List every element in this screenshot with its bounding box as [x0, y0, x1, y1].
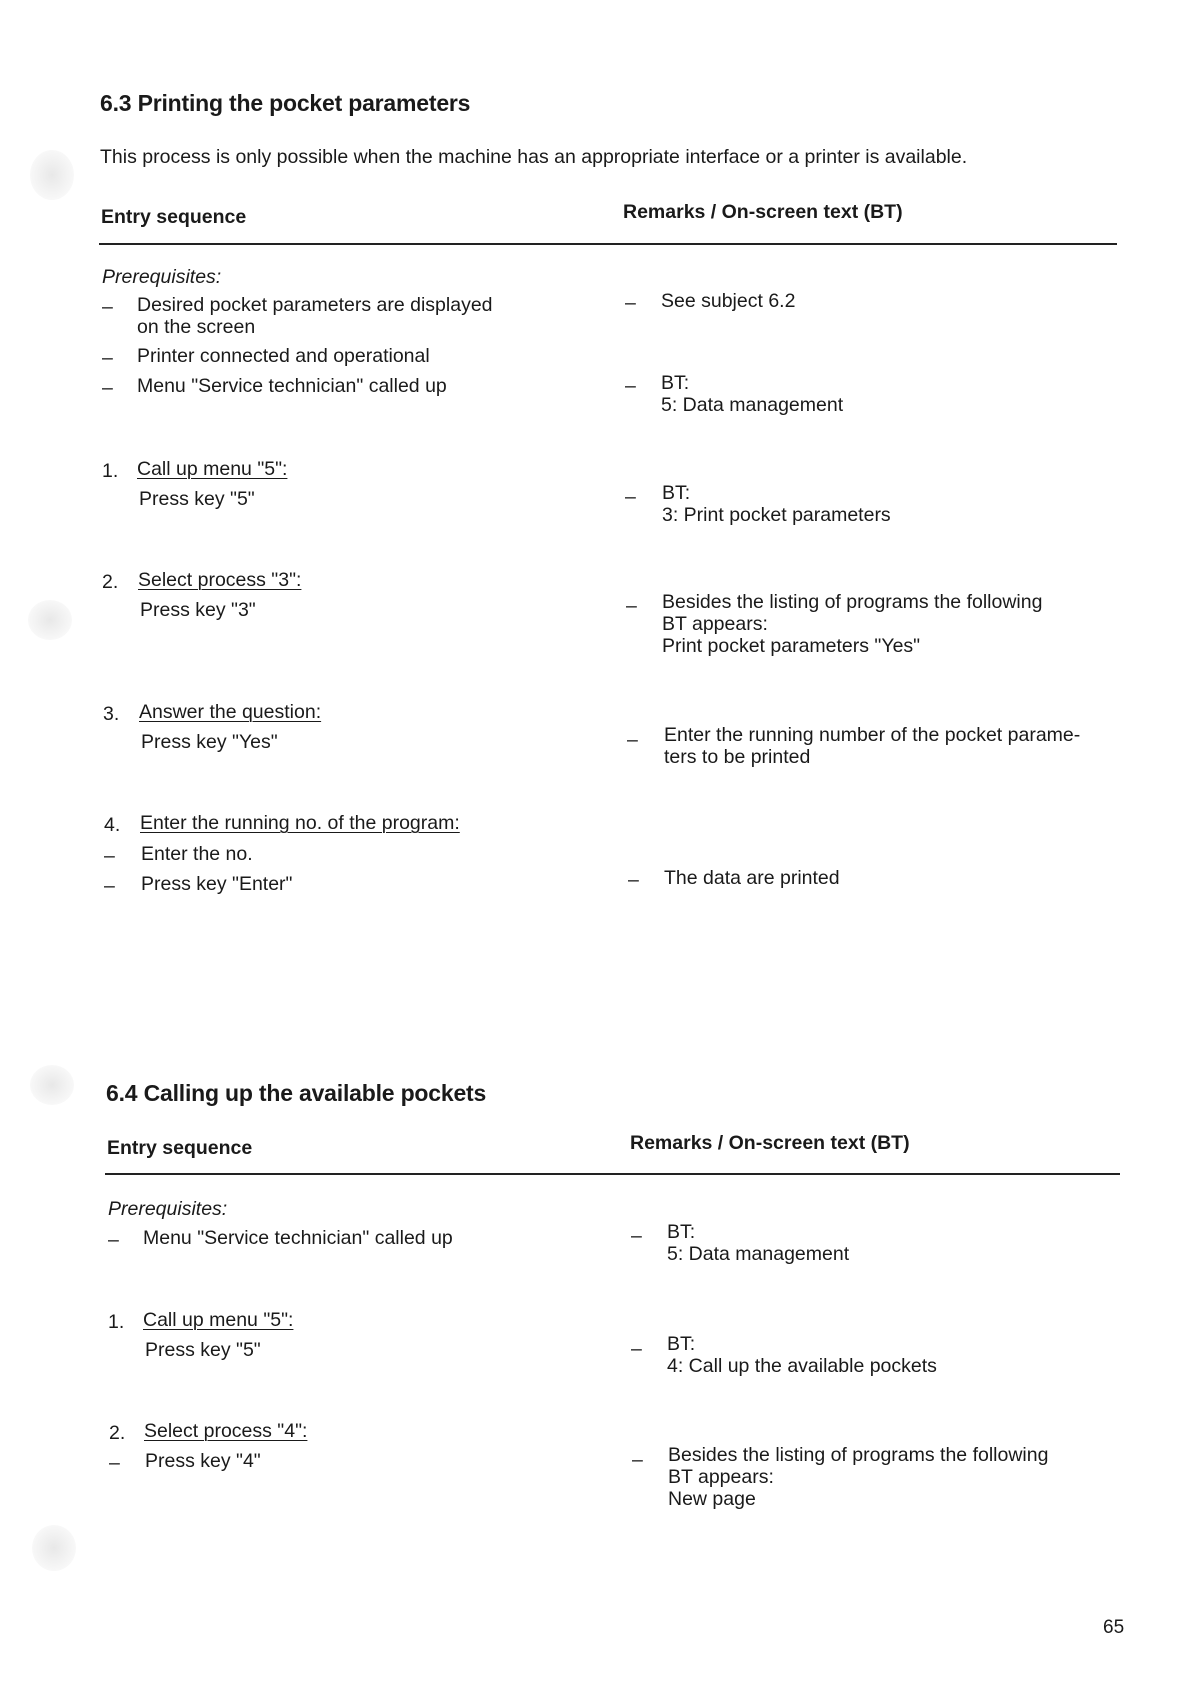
- remark-item: The data are printed: [664, 867, 840, 889]
- remark-item: Besides the listing of programs the following BT appears: Print pocket parameters "Yes": [662, 591, 1043, 657]
- bullet-dash: –: [626, 595, 637, 617]
- bullet-dash: –: [631, 1225, 642, 1247]
- step-action: Press key "5": [139, 488, 255, 510]
- bullet-dash: –: [631, 1338, 642, 1360]
- header-divider: [99, 243, 1117, 245]
- step-heading: Select process "3":: [138, 569, 302, 591]
- remark-item: BT: 5: Data management: [667, 1221, 850, 1265]
- bullet-dash: –: [102, 377, 113, 399]
- column-header-remarks: Remarks / On-screen text (BT): [630, 1132, 910, 1154]
- bullet-dash: –: [625, 375, 636, 397]
- prerequisites-label: Prerequisites:: [108, 1198, 228, 1220]
- step-number: 2.: [102, 571, 119, 593]
- remark-item: BT: 4: Call up the available pockets: [667, 1333, 937, 1377]
- scan-artifact: [30, 1065, 74, 1105]
- step-action: Press key "Yes": [141, 731, 278, 753]
- step-heading: Call up menu "5":: [137, 458, 288, 480]
- step-action: Press key "5": [145, 1339, 261, 1361]
- prerequisite-item: Menu "Service technician" called up: [137, 375, 447, 397]
- remark-item: See subject 6.2: [661, 290, 796, 312]
- bullet-dash: –: [104, 845, 115, 867]
- step-number: 3.: [103, 703, 120, 725]
- header-divider: [105, 1173, 1120, 1175]
- step-action: Press key "4": [145, 1450, 261, 1472]
- bullet-dash: –: [109, 1452, 120, 1474]
- bullet-dash: –: [108, 1229, 119, 1251]
- scan-artifact: [28, 600, 72, 640]
- column-header-entry-sequence: Entry sequence: [107, 1137, 253, 1159]
- remark-item: BT: 3: Print pocket parameters: [662, 482, 891, 526]
- section-6-3-intro: This process is only possible when the machine has an appropriate interface or a printer is available.: [100, 146, 968, 168]
- bullet-dash: –: [104, 875, 115, 897]
- step-heading: Enter the running no. of the program:: [140, 812, 460, 834]
- step-heading: Call up menu "5":: [143, 1309, 294, 1331]
- bullet-dash: –: [102, 347, 113, 369]
- page-number: 65: [1103, 1617, 1125, 1638]
- step-heading: Answer the question:: [139, 701, 322, 723]
- section-6-4-title: 6.4 Calling up the available pockets: [106, 1080, 487, 1106]
- step-number: 1.: [108, 1311, 125, 1333]
- prerequisite-item: Desired pocket parameters are displayed on the screen: [137, 294, 493, 338]
- step-action: Enter the no.: [141, 843, 253, 865]
- step-action: Press key "3": [140, 599, 256, 621]
- step-number: 4.: [104, 814, 121, 836]
- column-header-entry-sequence: Entry sequence: [101, 206, 247, 228]
- remark-item: Enter the running number of the pocket parame- ters to be printed: [664, 724, 1081, 768]
- prerequisite-item: Menu "Service technician" called up: [143, 1227, 453, 1249]
- step-number: 1.: [102, 460, 119, 482]
- scan-artifact: [32, 1525, 76, 1571]
- bullet-dash: –: [628, 869, 639, 891]
- remark-item: Besides the listing of programs the following BT appears: New page: [668, 1444, 1049, 1510]
- prerequisite-item: Printer connected and operational: [137, 345, 430, 367]
- bullet-dash: –: [625, 292, 636, 314]
- remark-item: BT: 5: Data management: [661, 372, 844, 416]
- step-number: 2.: [109, 1422, 126, 1444]
- bullet-dash: –: [632, 1449, 643, 1471]
- section-6-3-title: 6.3 Printing the pocket parameters: [100, 90, 471, 116]
- prerequisites-label: Prerequisites:: [102, 266, 222, 288]
- step-heading: Select process "4":: [144, 1420, 308, 1442]
- column-header-remarks: Remarks / On-screen text (BT): [623, 201, 903, 223]
- scan-artifact: [30, 150, 74, 200]
- bullet-dash: –: [102, 296, 113, 318]
- bullet-dash: –: [627, 729, 638, 751]
- bullet-dash: –: [625, 486, 636, 508]
- step-action: Press key "Enter": [141, 873, 293, 895]
